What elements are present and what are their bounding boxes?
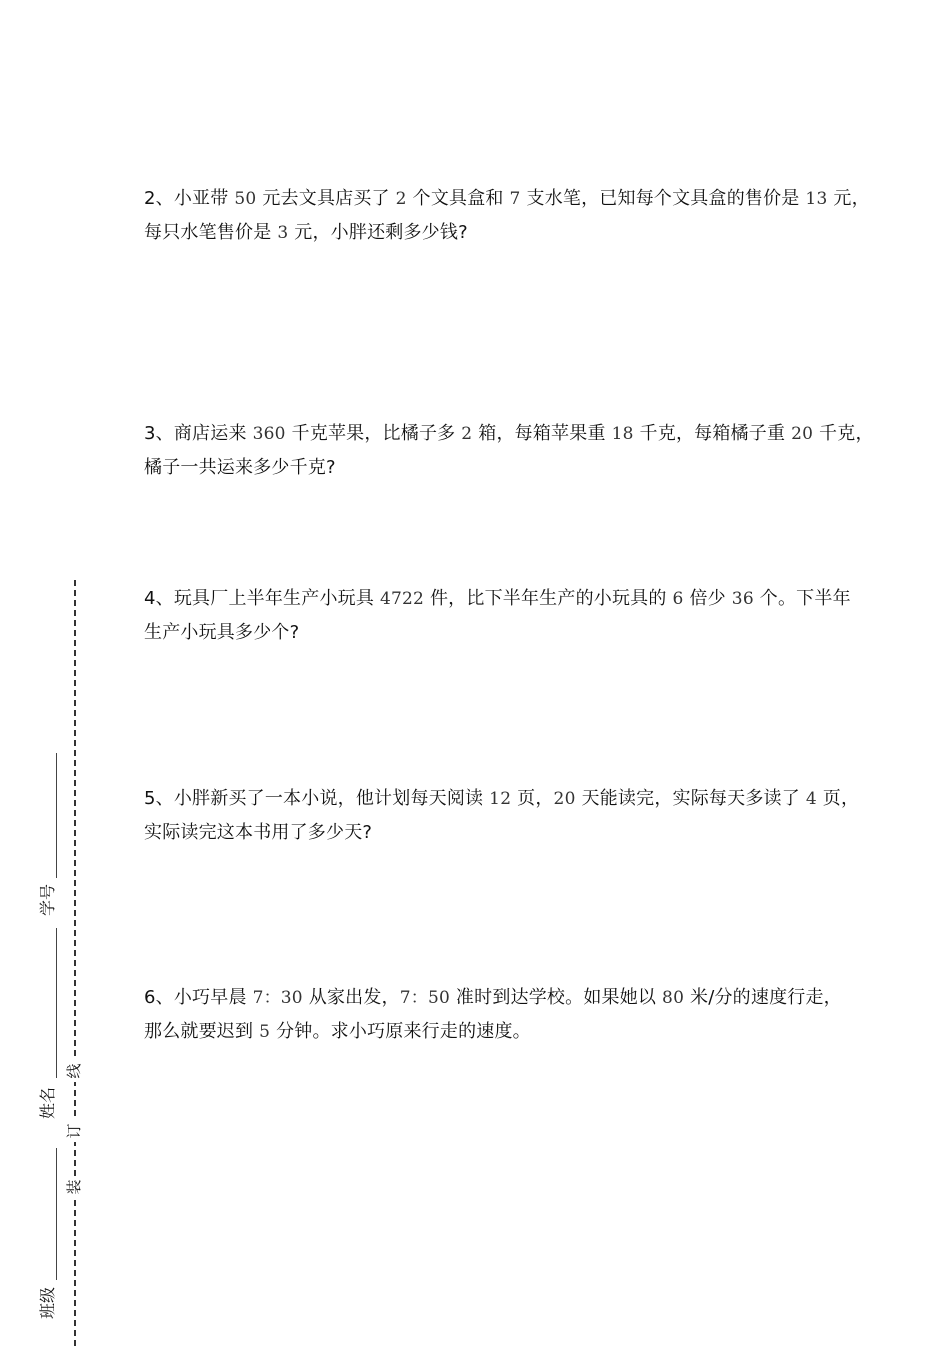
name-underline-upper	[56, 928, 57, 1078]
binding-dashed-line	[74, 580, 76, 1346]
number-value: 7：50	[399, 988, 450, 1008]
question-text: 2、小亚带	[144, 188, 235, 209]
question-line	[144, 417, 874, 451]
question-text: 个。下半年	[753, 588, 851, 609]
number-value: 3	[277, 223, 289, 243]
question-text: 元，	[827, 188, 870, 209]
question-2	[144, 182, 874, 250]
question-line	[144, 451, 874, 485]
question-text: 4、玩具厂上半年生产小玩具	[144, 588, 380, 609]
question-4	[144, 582, 874, 650]
question-text: 6、小巧早晨	[144, 987, 253, 1008]
question-text: 从家出发，	[302, 987, 400, 1008]
question-6	[144, 981, 874, 1049]
question-text: 5、小胖新买了一本小说，他计划每天阅读	[144, 788, 490, 809]
question-line	[144, 216, 874, 250]
binding-char-staple: 订	[63, 1120, 85, 1142]
number-value: 20	[553, 789, 576, 809]
question-text: 米/分的速度行走，	[684, 987, 842, 1008]
question-text: 实际读完这本书用了多少天?	[144, 822, 373, 843]
question-text: 每只水笔售价是	[144, 222, 278, 243]
question-text: 千克苹果，比橘子多	[285, 423, 462, 444]
question-text: 橘子一共运来多少千克?	[144, 457, 336, 478]
question-text: 支水笔，已知每个文具盒的售价是	[520, 188, 806, 209]
number-value: 18	[611, 424, 634, 444]
question-text: 那么就要迟到	[144, 1021, 260, 1042]
question-text: 千克，	[813, 423, 874, 444]
question-line	[144, 616, 874, 650]
number-value: 80	[662, 988, 685, 1008]
question-text: 准时到达学校。如果她以	[450, 987, 663, 1008]
question-line	[144, 182, 874, 216]
number-value: 2	[461, 424, 473, 444]
number-value: 36	[731, 589, 754, 609]
question-text: 千克，每箱橘子重	[633, 423, 792, 444]
question-text: 元去文具店买了	[256, 188, 396, 209]
student-id-label: 学号	[38, 884, 57, 917]
question-3	[144, 417, 874, 485]
name-label: 姓名	[38, 1087, 57, 1120]
binding-char-line: 线	[63, 1060, 85, 1082]
question-line	[144, 582, 874, 616]
question-text: 页，	[511, 788, 554, 809]
question-text: 箱，每箱苹果重	[472, 423, 612, 444]
number-value: 2	[395, 189, 407, 209]
number-value: 7	[509, 189, 521, 209]
question-5	[144, 782, 874, 850]
number-value: 5	[259, 1022, 271, 1042]
question-text: 个文具盒和	[406, 188, 510, 209]
question-text: 倍少	[683, 588, 732, 609]
binding-char-bind: 装	[63, 1176, 85, 1198]
question-line	[144, 1015, 874, 1049]
student-id-underline	[56, 753, 57, 878]
question-text: 3、商店运来	[144, 423, 253, 444]
question-text: 件，比下半年生产的小玩具的	[424, 588, 673, 609]
question-text: 天能读完，实际每天多读了	[575, 788, 806, 809]
number-value: 4	[805, 789, 817, 809]
question-text: 页，	[816, 788, 860, 809]
class-underline	[56, 1148, 57, 1280]
question-text: 元，小胖还剩多少钱?	[288, 222, 468, 243]
number-value: 50	[234, 189, 257, 209]
number-value: 13	[805, 189, 828, 209]
class-label: 班级	[38, 1287, 57, 1320]
number-value: 20	[791, 424, 814, 444]
number-value: 360	[252, 424, 286, 444]
question-text: 分钟。求小巧原来行走的速度。	[270, 1021, 531, 1042]
number-value: 7：30	[252, 988, 303, 1008]
question-line	[144, 782, 874, 816]
number-value: 12	[489, 789, 512, 809]
question-line	[144, 816, 874, 850]
number-value: 6	[672, 589, 684, 609]
number-value: 4722	[379, 589, 425, 609]
question-text: 生产小玩具多少个?	[144, 622, 300, 643]
question-line	[144, 981, 874, 1015]
